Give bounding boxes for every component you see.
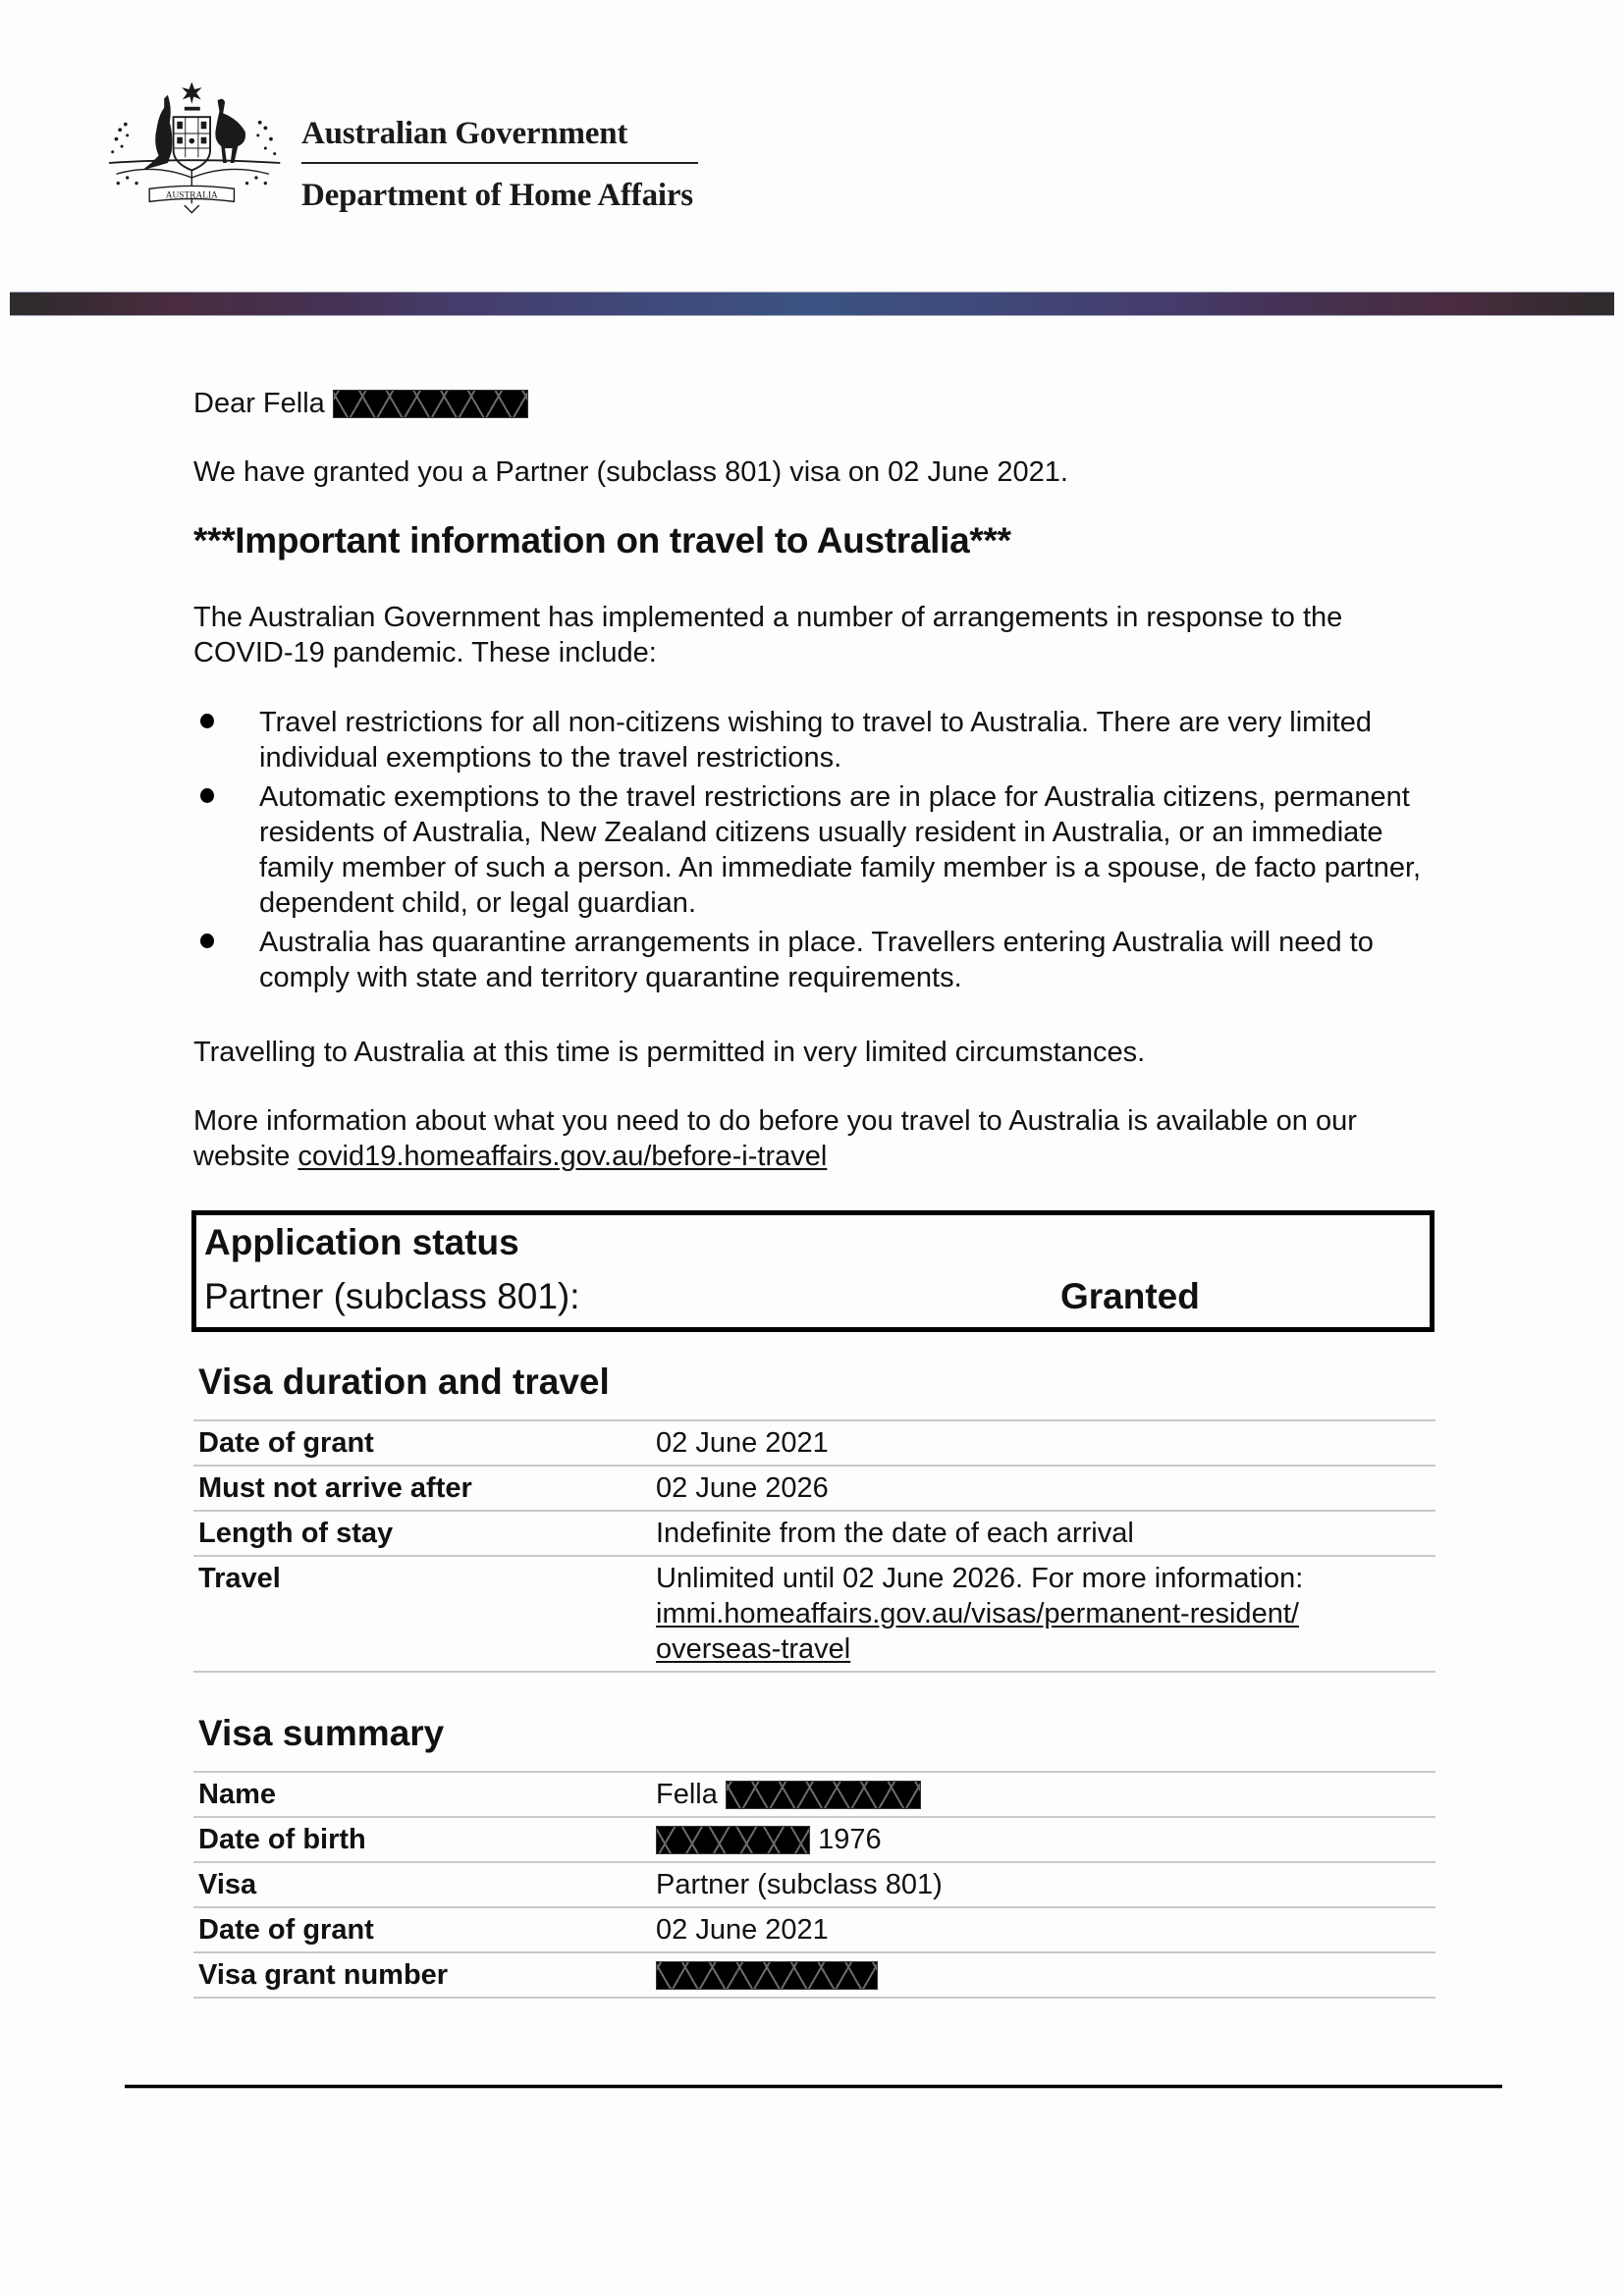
table-row: Name Fella — [193, 1773, 1435, 1818]
table-row: Travel Unlimited until 02 June 2026. For more information: immi.homeaffairs.gov.au/visas/permanent-resident/ overseas-travel — [193, 1557, 1435, 1673]
covid-travel-link[interactable]: covid19.homeaffairs.gov.au/before-i-travel — [298, 1141, 828, 1172]
covid-arrangements-list — [193, 705, 1440, 999]
department-name: Department of Home Affairs — [301, 178, 693, 213]
table-row: Date of grant 02 June 2021 — [193, 1908, 1435, 1953]
salutation — [193, 386, 528, 421]
table-row: Must not arrive after 02 June 2026 — [193, 1467, 1435, 1512]
header-divider — [301, 162, 698, 164]
redacted-grant-number — [656, 1961, 878, 1990]
travel-limited-note: Travelling to Australia at this time is permitted in very limited circumstances. — [193, 1037, 1146, 1068]
application-status-box — [191, 1210, 1435, 1332]
table-row: Visa Partner (subclass 801) — [193, 1863, 1435, 1908]
visa-duration-heading: Visa duration and travel — [198, 1362, 610, 1402]
redacted-surname — [333, 390, 528, 418]
status-badge: Granted — [1060, 1276, 1200, 1316]
redacted-birth-day-month — [656, 1826, 810, 1854]
government-name: Australian Government — [301, 116, 628, 151]
list-item: Travel restrictions for all non-citizens wishing to travel to Australia. There are very limited individual exemptions to the travel restrictions. — [193, 705, 1440, 775]
svg-text:AUSTRALIA: AUSTRALIA — [165, 190, 218, 201]
grant-notice: We have granted you a Partner (subclass 801) visa on 02 June 2021. — [193, 456, 1068, 488]
coat-of-arms-icon — [98, 75, 295, 222]
table-row: Date of birth 1976 — [193, 1818, 1435, 1863]
list-item: Automatic exemptions to the travel restrictions are in place for Australia citizens, permanent residents of Australia, New Zealand citizens usually resident in Australia, or an immediate family member of such a person. An immediate family member is a spouse, de facto partner, dependent child, or legal guardian. — [193, 779, 1440, 921]
table-row: Length of stay Indefinite from the date of each arrival — [193, 1512, 1435, 1557]
table-row: Date of grant 02 June 2021 — [193, 1421, 1435, 1467]
list-item: Australia has quarantine arrangements in place. Travellers entering Australia will need to comply with state and territory quarantine requirements. — [193, 925, 1440, 995]
bullet-icon — [200, 788, 214, 803]
footer-divider — [125, 2084, 1502, 2089]
salutation-text: Dear Fella — [193, 388, 325, 419]
table-row: Visa grant number — [193, 1953, 1435, 1999]
intro-paragraph: The Australian Government has implemented a number of arrangements in response to the COVID-19 pandemic. These include: — [193, 602, 1343, 668]
bullet-icon — [200, 714, 214, 728]
header-color-band — [10, 292, 1614, 316]
more-info-paragraph: More information about what you need to do before you travel to Australia is available on our website covid19.homeaffairs.gov.au/before-i-travel — [193, 1105, 1357, 1172]
visa-duration-table — [193, 1419, 1435, 1673]
status-title: Application status — [204, 1222, 519, 1262]
letterhead — [0, 0, 1624, 285]
overseas-travel-link[interactable]: immi.homeaffairs.gov.au/visas/permanent-resident/ overseas-travel — [656, 1598, 1299, 1665]
visa-summary-heading: Visa summary — [198, 1713, 445, 1753]
status-label: Partner (subclass 801): — [204, 1276, 580, 1316]
important-heading: ***Important information on travel to Australia*** — [193, 520, 1011, 561]
visa-summary-table — [193, 1771, 1435, 1999]
redacted-surname — [726, 1781, 921, 1809]
bullet-icon — [200, 934, 214, 948]
